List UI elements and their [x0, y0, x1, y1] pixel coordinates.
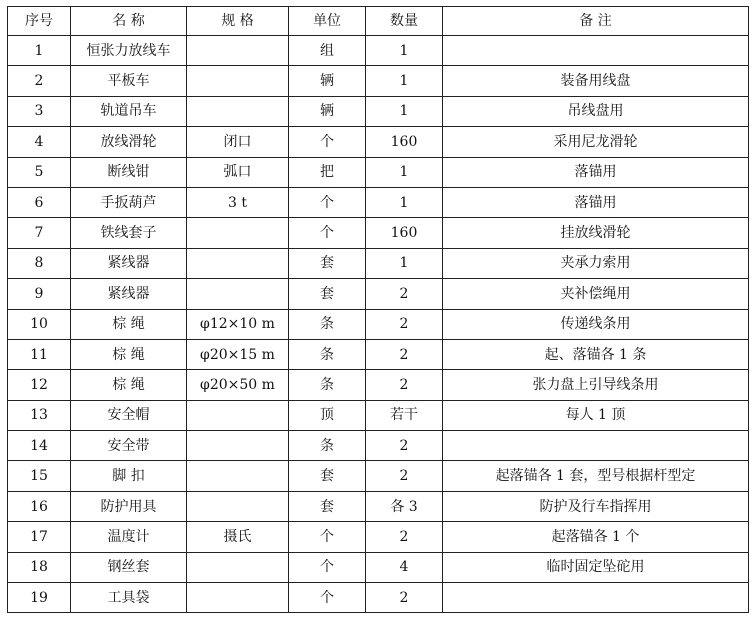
cell-qty: 2: [366, 339, 443, 369]
cell-unit: 顶: [289, 400, 366, 430]
cell-spec: φ20×15 m: [187, 339, 289, 369]
cell-name: 钢丝套: [71, 552, 187, 582]
cell-name: 防护用具: [71, 491, 187, 521]
table-row: [8, 187, 749, 217]
cell-note: 吊线盘用: [443, 96, 749, 126]
table-row: [8, 431, 749, 461]
cell-note: 起落锚各 1 套，型号根据杆型定: [443, 461, 749, 491]
cell-no: 17: [8, 522, 71, 552]
cell-unit: 条: [289, 431, 366, 461]
cell-spec: [187, 583, 289, 613]
cell-name: 平板车: [71, 66, 187, 96]
table-row: [8, 218, 749, 248]
cell-name: 脚 扣: [71, 461, 187, 491]
cell-spec: [187, 66, 289, 96]
cell-no: 12: [8, 370, 71, 400]
cell-note: 防护及行车指挥用: [443, 491, 749, 521]
cell-qty: 1: [366, 96, 443, 126]
cell-no: 3: [8, 96, 71, 126]
cell-name: 温度计: [71, 522, 187, 552]
cell-name: 轨道吊车: [71, 96, 187, 126]
cell-qty: 2: [366, 431, 443, 461]
cell-no: 13: [8, 400, 71, 430]
cell-no: 7: [8, 218, 71, 248]
cell-name: 放线滑轮: [71, 127, 187, 157]
cell-note: 落锚用: [443, 187, 749, 217]
cell-unit: 辆: [289, 96, 366, 126]
cell-qty: 2: [366, 583, 443, 613]
cell-unit: 套: [289, 248, 366, 278]
cell-note: 夹承力索用: [443, 248, 749, 278]
cell-spec: 弧口: [187, 157, 289, 187]
cell-no: 15: [8, 461, 71, 491]
cell-note: 起落锚各 1 个: [443, 522, 749, 552]
header-row: [8, 7, 749, 36]
cell-note: 起、落锚各 1 条: [443, 339, 749, 369]
header-spec: 规 格: [187, 7, 289, 36]
cell-note: [443, 431, 749, 461]
cell-no: 11: [8, 339, 71, 369]
header-qty: 数量: [366, 7, 443, 36]
cell-no: 16: [8, 491, 71, 521]
cell-qty: 1: [366, 187, 443, 217]
cell-unit: 把: [289, 157, 366, 187]
table-row: [8, 461, 749, 491]
cell-unit: 个: [289, 218, 366, 248]
cell-qty: 1: [366, 66, 443, 96]
cell-qty: 若干: [366, 400, 443, 430]
table-row: [8, 66, 749, 96]
header-no: 序号: [8, 7, 71, 36]
cell-name: 安全带: [71, 431, 187, 461]
table-row: [8, 248, 749, 278]
cell-spec: [187, 431, 289, 461]
cell-name: 手扳葫芦: [71, 187, 187, 217]
cell-no: 2: [8, 66, 71, 96]
cell-no: 4: [8, 127, 71, 157]
cell-spec: [187, 218, 289, 248]
cell-spec: [187, 400, 289, 430]
cell-name: 工具袋: [71, 583, 187, 613]
cell-note: 张力盘上引导线条用: [443, 370, 749, 400]
cell-qty: 各 3: [366, 491, 443, 521]
cell-unit: 个: [289, 187, 366, 217]
cell-spec: 摄氏: [187, 522, 289, 552]
cell-qty: 1: [366, 248, 443, 278]
cell-name: 棕 绳: [71, 309, 187, 339]
cell-name: 紧线器: [71, 248, 187, 278]
cell-note: 落锚用: [443, 157, 749, 187]
table-row: [8, 552, 749, 582]
cell-qty: 1: [366, 157, 443, 187]
cell-unit: 辆: [289, 66, 366, 96]
cell-unit: 个: [289, 522, 366, 552]
table-row: [8, 279, 749, 309]
table-row: [8, 309, 749, 339]
cell-qty: 160: [366, 218, 443, 248]
table-row: [8, 157, 749, 187]
cell-note: 挂放线滑轮: [443, 218, 749, 248]
cell-name: 紧线器: [71, 279, 187, 309]
table-row: [8, 339, 749, 369]
cell-spec: [187, 36, 289, 66]
header-note: 备 注: [443, 7, 749, 36]
cell-no: 6: [8, 187, 71, 217]
table-row: [8, 583, 749, 613]
cell-no: 9: [8, 279, 71, 309]
cell-unit: 条: [289, 339, 366, 369]
cell-unit: 组: [289, 36, 366, 66]
cell-note: 每人 1 顶: [443, 400, 749, 430]
tools-table: [7, 6, 749, 613]
table-row: [8, 400, 749, 430]
cell-name: 棕 绳: [71, 339, 187, 369]
cell-note: [443, 36, 749, 66]
cell-spec: φ20×50 m: [187, 370, 289, 400]
header-name: 名 称: [71, 7, 187, 36]
cell-note: 采用尼龙滑轮: [443, 127, 749, 157]
cell-qty: 2: [366, 461, 443, 491]
table-row: [8, 127, 749, 157]
cell-unit: 套: [289, 279, 366, 309]
cell-note: 装备用线盘: [443, 66, 749, 96]
cell-no: 1: [8, 36, 71, 66]
cell-unit: 套: [289, 461, 366, 491]
cell-unit: 个: [289, 552, 366, 582]
cell-unit: 条: [289, 370, 366, 400]
cell-qty: 2: [366, 309, 443, 339]
cell-unit: 套: [289, 491, 366, 521]
header-unit: 单位: [289, 7, 366, 36]
cell-unit: 条: [289, 309, 366, 339]
cell-qty: 4: [366, 552, 443, 582]
cell-qty: 2: [366, 370, 443, 400]
cell-name: 安全帽: [71, 400, 187, 430]
cell-no: 8: [8, 248, 71, 278]
cell-unit: 个: [289, 583, 366, 613]
cell-spec: [187, 248, 289, 278]
cell-qty: 2: [366, 279, 443, 309]
table-row: [8, 36, 749, 66]
table-header: [8, 7, 749, 36]
cell-name: 恒张力放线车: [71, 36, 187, 66]
cell-spec: [187, 552, 289, 582]
cell-note: 传递线条用: [443, 309, 749, 339]
cell-spec: φ12×10 m: [187, 309, 289, 339]
cell-note: [443, 583, 749, 613]
cell-spec: [187, 461, 289, 491]
cell-spec: [187, 96, 289, 126]
cell-unit: 个: [289, 127, 366, 157]
cell-no: 18: [8, 552, 71, 582]
cell-spec: 闭口: [187, 127, 289, 157]
cell-name: 棕 绳: [71, 370, 187, 400]
cell-no: 5: [8, 157, 71, 187]
cell-no: 14: [8, 431, 71, 461]
cell-note: 夹补偿绳用: [443, 279, 749, 309]
table-body: [8, 36, 749, 613]
cell-qty: 2: [366, 522, 443, 552]
cell-spec: [187, 279, 289, 309]
table-row: [8, 370, 749, 400]
table-row: [8, 491, 749, 521]
cell-spec: 3 t: [187, 187, 289, 217]
cell-name: 铁线套子: [71, 218, 187, 248]
cell-name: 断线钳: [71, 157, 187, 187]
table-row: [8, 522, 749, 552]
cell-note: 临时固定坠砣用: [443, 552, 749, 582]
cell-qty: 160: [366, 127, 443, 157]
cell-spec: [187, 491, 289, 521]
table-row: [8, 96, 749, 126]
cell-qty: 1: [366, 36, 443, 66]
cell-no: 10: [8, 309, 71, 339]
cell-no: 19: [8, 583, 71, 613]
